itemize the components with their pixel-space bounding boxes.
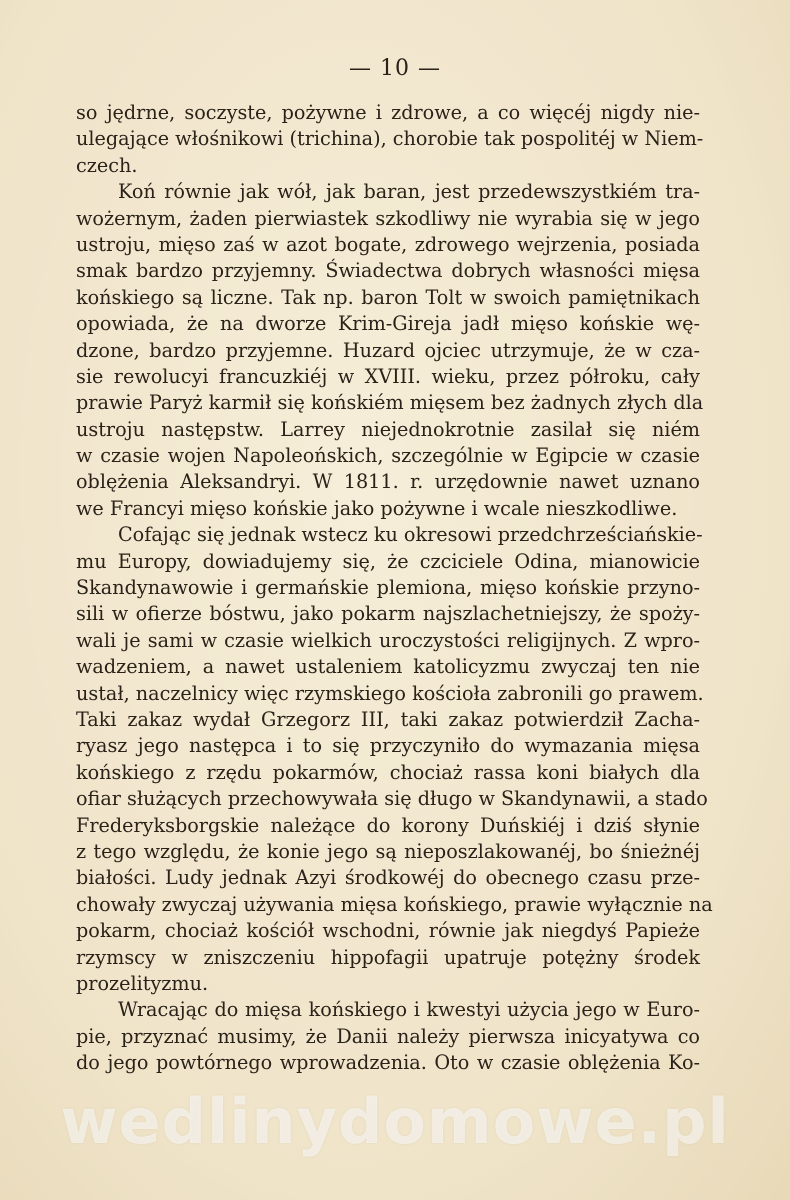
text-line: pokarm, chociaż kościół wschodni, równie jak niegdyś Papieże	[76, 919, 700, 943]
text-line: ustroju, mięso zaś w azot bogate, zdrowego wejrzenia, posiada	[76, 232, 700, 256]
text-line: czech.	[76, 153, 138, 177]
text-line: ustroju następstw. Larrey niejednokrotnie zasilał się niém	[76, 417, 700, 441]
text-line: w czasie wojen Napoleońskich, szczególnie w Egipcie w czasie	[76, 444, 700, 468]
text-line: wadzeniem, a nawet ustaleniem katolicyzmu zwyczaj ten nie	[76, 655, 700, 679]
text-line: prozelityzmu.	[76, 971, 209, 995]
text-line: ryasz jego następca i to się przyczyniło do wymazania mięsa	[76, 734, 700, 758]
text-line: wożernym, żaden pierwiastek szkodliwy nie wyrabia się w jego	[76, 206, 700, 230]
text-line: so jędrne, soczyste, pożywne i zdrowe, a co więcéj nigdy nie-	[76, 101, 700, 124]
text-line: białości. Ludy jednak Azyi środkowéj do obecnego czasu prze-	[76, 866, 700, 890]
text-line: sie rewolucyi francuzkiéj w XVIII. wieku, przez półroku, cały	[76, 364, 700, 388]
text-line: końskiego są liczne. Tak np. baron Tolt w swoich pamiętnikach	[76, 285, 700, 309]
text-line: oblężenia Aleksandryi. W 1811. r. urzędownie nawet uznano	[76, 470, 700, 494]
text-line: pie, przyznać musimy, że Danii należy pierwsza inicyatywa co	[76, 1024, 700, 1048]
text-line: ulegające włośnikowi (trichina), chorobie tak pospolitéj w Niem-	[76, 127, 704, 151]
text-line: Cofając się jednak wstecz ku okresowi przedchrześciańskie-	[118, 523, 703, 547]
text-line: dzone, bardzo przyjemne. Huzard ojciec utrzymuje, że w cza-	[76, 338, 700, 362]
text-line: prawie Paryż karmił się końskiém mięsem bez żadnych złych dla	[76, 391, 704, 415]
text-line: końskiego z rzędu pokarmów, chociaż rassa koni białych dla	[76, 760, 700, 784]
text-line: chowały zwyczaj używania mięsa końskiego, prawie wyłącznie na	[76, 892, 713, 916]
body-text	[76, 100, 713, 1076]
text-line: Wracając do mięsa końskiego i kwestyi użycia jego w Euro-	[118, 998, 700, 1022]
watermark-logo: wedlinydomowe.pl	[60, 1085, 730, 1158]
text-line: sili w ofierze bóstwu, jako pokarm najszlachetniejszy, że spoży-	[76, 602, 700, 626]
page-number: — 10 —	[349, 56, 441, 81]
text-line: z tego względu, że konie jego są nieposzlakowanéj, bo śnieżnéj	[76, 839, 700, 863]
text-line: mu Europy, dowiadujemy się, że czciciele Odina, mianowicie	[76, 549, 700, 573]
text-line: do jego powtórnego wprowadzenia. Oto w czasie oblężenia Ko-	[76, 1051, 700, 1075]
text-line: Koń równie jak wół, jak baran, jest przedewszystkiém tra-	[118, 180, 700, 204]
text-line: smak bardzo przyjemny. Świadectwa dobrych własności mięsa	[76, 259, 700, 283]
text-line: rzymscy w zniszczeniu hippofagii upatruje potężny środek	[76, 945, 700, 969]
text-line: wali je sami w czasie wielkich uroczystości religijnych. Z wpro-	[76, 628, 700, 652]
text-line: Skandynawowie i germańskie plemiona, mięso końskie przyno-	[76, 576, 700, 600]
text-line: Frederyksborgskie należące do korony Duńskiéj i dziś słynie	[76, 813, 700, 837]
text-line: Taki zakaz wydał Grzegorz III, taki zakaz potwierdził Zacha-	[76, 707, 700, 731]
text-line: opowiada, że na dworze Krim-Gireja jadł mięso końskie wę-	[76, 312, 700, 336]
text-line: ustał, naczelnicy więc rzymskiego kościoła zabronili go prawem.	[76, 681, 704, 705]
text-line: ofiar służących przechowywała się długo w Skandynawii, a stado	[76, 787, 708, 811]
text-line: we Francyi mięso końskie jako pożywne i wcale nieszkodliwe.	[76, 496, 678, 520]
